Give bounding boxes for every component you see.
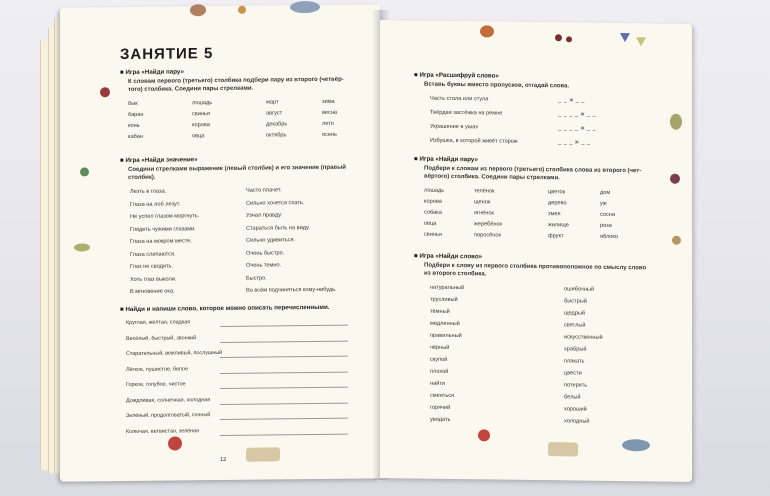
right-page — [380, 20, 692, 482]
word-mask: _ _ _ _ ж _ _ — [558, 125, 597, 132]
decor-icon — [672, 236, 681, 245]
antonym-item: хороший — [564, 406, 587, 413]
decor-icon — [548, 442, 578, 456]
expression-item: Лезть в глаза. — [130, 188, 167, 195]
table-cell: жилище — [548, 222, 569, 229]
section-instruction: вёртого) столбика. Соедини пары стрелками. — [424, 173, 560, 182]
word-item: правильный — [430, 332, 462, 340]
clue-text: Зелёный, продолговатый, сочный — [126, 412, 211, 419]
word-item: чёрный — [430, 344, 450, 351]
answer-line — [220, 433, 348, 435]
word-mask: _ _ _ _ ж _ _ — [558, 111, 597, 118]
antonym-item: храбрый — [564, 346, 587, 353]
section-instruction: Соедини стрелками выражение (левый столбик) и его значение (правый — [128, 164, 346, 173]
table-cell: корова — [424, 198, 442, 205]
section-instruction: К словам первого (третьего) столбика подбери пару из второго (четвёр- — [128, 76, 344, 85]
decor-icon — [80, 167, 89, 176]
fish-icon — [290, 1, 320, 13]
table-cell: цветок — [548, 189, 566, 196]
section-instruction: Подбери к слову из первого столбика противоположное по смыслу слово — [424, 262, 647, 272]
table-cell: конь — [128, 122, 140, 129]
antonym-item: цвести — [564, 370, 582, 377]
clue-text: Украшение в ушах — [430, 123, 479, 131]
section-instruction: того) столбика. Соедини пары стрелками. — [128, 85, 254, 93]
clue-text: Твёрдая застёжка на ремне — [430, 109, 503, 117]
bullet: ■ — [120, 305, 126, 314]
expression-item: В мгновение ока. — [130, 288, 175, 295]
clue-text: Круглая, жёлтая, сладкая — [126, 319, 191, 326]
berry-icon — [566, 36, 572, 42]
meaning-item: Часто плачет. — [246, 187, 282, 194]
table-cell: октябрь — [266, 132, 287, 139]
table-cell: ягнёнок — [474, 210, 494, 217]
table-cell: овца — [424, 220, 437, 227]
bullet: ■ — [414, 155, 420, 163]
decor-icon — [190, 4, 206, 16]
table-cell: осень — [322, 131, 338, 138]
answer-line — [220, 387, 348, 389]
antonym-item: искусственный — [564, 334, 603, 341]
meaning-item: Во всём подчиняться кому-нибудь. — [246, 286, 337, 294]
table-cell: щенок — [474, 199, 491, 206]
table-cell: сосна — [600, 211, 615, 218]
table-cell: бык — [128, 100, 138, 107]
table-cell: поросёнок — [474, 232, 501, 239]
berry-icon — [555, 34, 562, 41]
word-item: плохой — [430, 368, 449, 375]
clue-text: Колючая, ветвистая, зелёная — [126, 427, 200, 435]
table-cell: весна — [322, 109, 338, 116]
lesson-title: ЗАНЯТИЕ 5 — [120, 45, 214, 64]
bullet: ■ — [414, 252, 420, 260]
answer-line — [220, 325, 348, 327]
bullet: ■ — [120, 68, 126, 77]
section-heading: Игра «Расшифруй слово» — [419, 71, 499, 80]
expression-item: Глаза слипаются. — [130, 250, 176, 258]
left-page — [60, 4, 380, 481]
table-cell: дом — [600, 189, 611, 196]
page-number: 12 — [220, 456, 227, 463]
section-instruction: столбик). — [128, 174, 156, 181]
meaning-item: Очень темно. — [246, 262, 282, 269]
table-cell: март — [266, 99, 279, 106]
table-cell: змея — [548, 211, 561, 218]
word-item: скупой — [430, 356, 448, 363]
expression-item: Глаза на лоб лезут. — [130, 200, 181, 208]
antonym-item: ошибочный — [564, 286, 595, 293]
table-cell: уж — [600, 200, 607, 207]
meaning-item: Сильно хочется спать. — [246, 199, 305, 207]
word-item: медленный — [430, 320, 460, 328]
word-item: увядать — [430, 416, 451, 423]
decor-icon — [238, 6, 246, 14]
meaning-item: Быстро. — [246, 275, 267, 282]
word-item: смеяться — [430, 392, 455, 399]
clue-text: Весёлый, быстрый, звонкий — [126, 334, 196, 342]
section-heading: Игра «Найди значение» — [125, 156, 198, 164]
table-cell: телёнок — [474, 188, 495, 195]
fish-icon — [622, 439, 650, 451]
table-cell: кабан — [128, 133, 143, 140]
ladybug-icon — [478, 429, 490, 441]
decor-icon — [670, 174, 680, 184]
section-heading: Игра «Найди пару» — [125, 68, 184, 76]
decor-icon — [74, 243, 90, 251]
clue-text: Лёгкое, пушистое, белое — [126, 365, 189, 373]
expression-item: Глаз не сводить. — [130, 263, 174, 270]
table-cell: лошадь — [192, 100, 213, 107]
word-item: найти — [430, 380, 446, 387]
answer-line — [220, 418, 348, 420]
word-item: натуральный — [430, 284, 465, 292]
table-cell: корова — [192, 122, 210, 129]
clue-text: Старательный, вежливый, послушный — [126, 349, 223, 357]
decor-icon — [670, 114, 682, 130]
table-cell: баран — [128, 111, 144, 118]
word-item: горячий — [430, 404, 451, 411]
clue-text: Горкое, голубое, чистое — [126, 381, 186, 388]
table-cell: лошадь — [424, 187, 445, 194]
decor-icon — [480, 25, 494, 37]
table-cell: овца — [192, 133, 205, 140]
answer-line — [220, 402, 348, 404]
section-instruction: Вставь буквы вместо пропусков, отгадай слова. — [424, 81, 570, 90]
ladybug-icon — [168, 436, 182, 450]
word-mask: _ _ ж _ _ — [558, 97, 585, 104]
table-cell: зима — [322, 98, 335, 105]
section-instruction: Подбери к словам из первого (третьего) столбика слова из второго (чет- — [424, 165, 642, 175]
table-cell: лето — [322, 120, 334, 127]
table-cell: декабрь — [266, 121, 288, 128]
antonym-item: светлый — [564, 322, 586, 329]
word-item: тёмный — [430, 308, 450, 315]
clue-text: Дождливая, солнечная, холодная — [126, 396, 211, 404]
table-cell: август — [266, 110, 283, 117]
bullet: ■ — [120, 156, 126, 165]
antonym-item: холодный — [564, 418, 590, 425]
meaning-item: Очень быстро. — [246, 249, 285, 257]
word-item: трусливый — [430, 296, 458, 304]
antonym-item: белый — [564, 394, 581, 401]
table-cell: свинья — [424, 231, 442, 238]
section-instruction: из второго столбика. — [424, 270, 487, 278]
table-cell: дерево — [548, 200, 567, 207]
section-heading: Найди и напиши слово, которое можно описать перечисленными. — [125, 303, 330, 313]
meaning-item: Сильно удивиться. — [246, 237, 296, 244]
antonym-item: быстрый — [564, 298, 587, 305]
word-mask: _ _ _ ж _ _ — [558, 139, 591, 146]
meaning-item: Стараться быть на виду. — [246, 224, 310, 232]
expression-item: Хоть глаз выколи. — [130, 275, 177, 283]
decor-icon — [100, 87, 110, 97]
antonym-item: щедрый — [564, 310, 586, 317]
answer-line — [220, 340, 348, 342]
section-heading: Игра «Найди пару» — [419, 155, 478, 164]
table-cell: яблоко — [600, 233, 619, 241]
bullet: ■ — [414, 71, 420, 79]
section-heading: Игра «Найди слово» — [419, 252, 483, 261]
table-cell: жеребёнок — [474, 221, 502, 228]
answer-line — [220, 356, 348, 358]
flag-icon — [636, 37, 646, 46]
clue-text: Избушка, в которой живёт сторож — [430, 137, 518, 145]
expression-item: Глаза на мокром месте. — [130, 238, 192, 245]
antonym-item: потерять — [564, 382, 588, 389]
meaning-item: Узнал правду. — [246, 212, 283, 219]
table-cell: собака — [424, 209, 442, 216]
table-cell: роза — [600, 222, 612, 229]
expression-item: Глядеть чужими глазами. — [130, 225, 196, 233]
table-cell: свинья — [192, 111, 210, 118]
expression-item: Не успел глазом моргнуть. — [130, 213, 200, 220]
antonym-item: плакать — [564, 358, 585, 365]
clue-text: Часть стола или стула — [430, 95, 489, 103]
table-cell: фрукт — [548, 233, 564, 240]
decor-icon — [246, 447, 280, 461]
answer-line — [220, 371, 348, 373]
flag-icon — [620, 33, 630, 42]
